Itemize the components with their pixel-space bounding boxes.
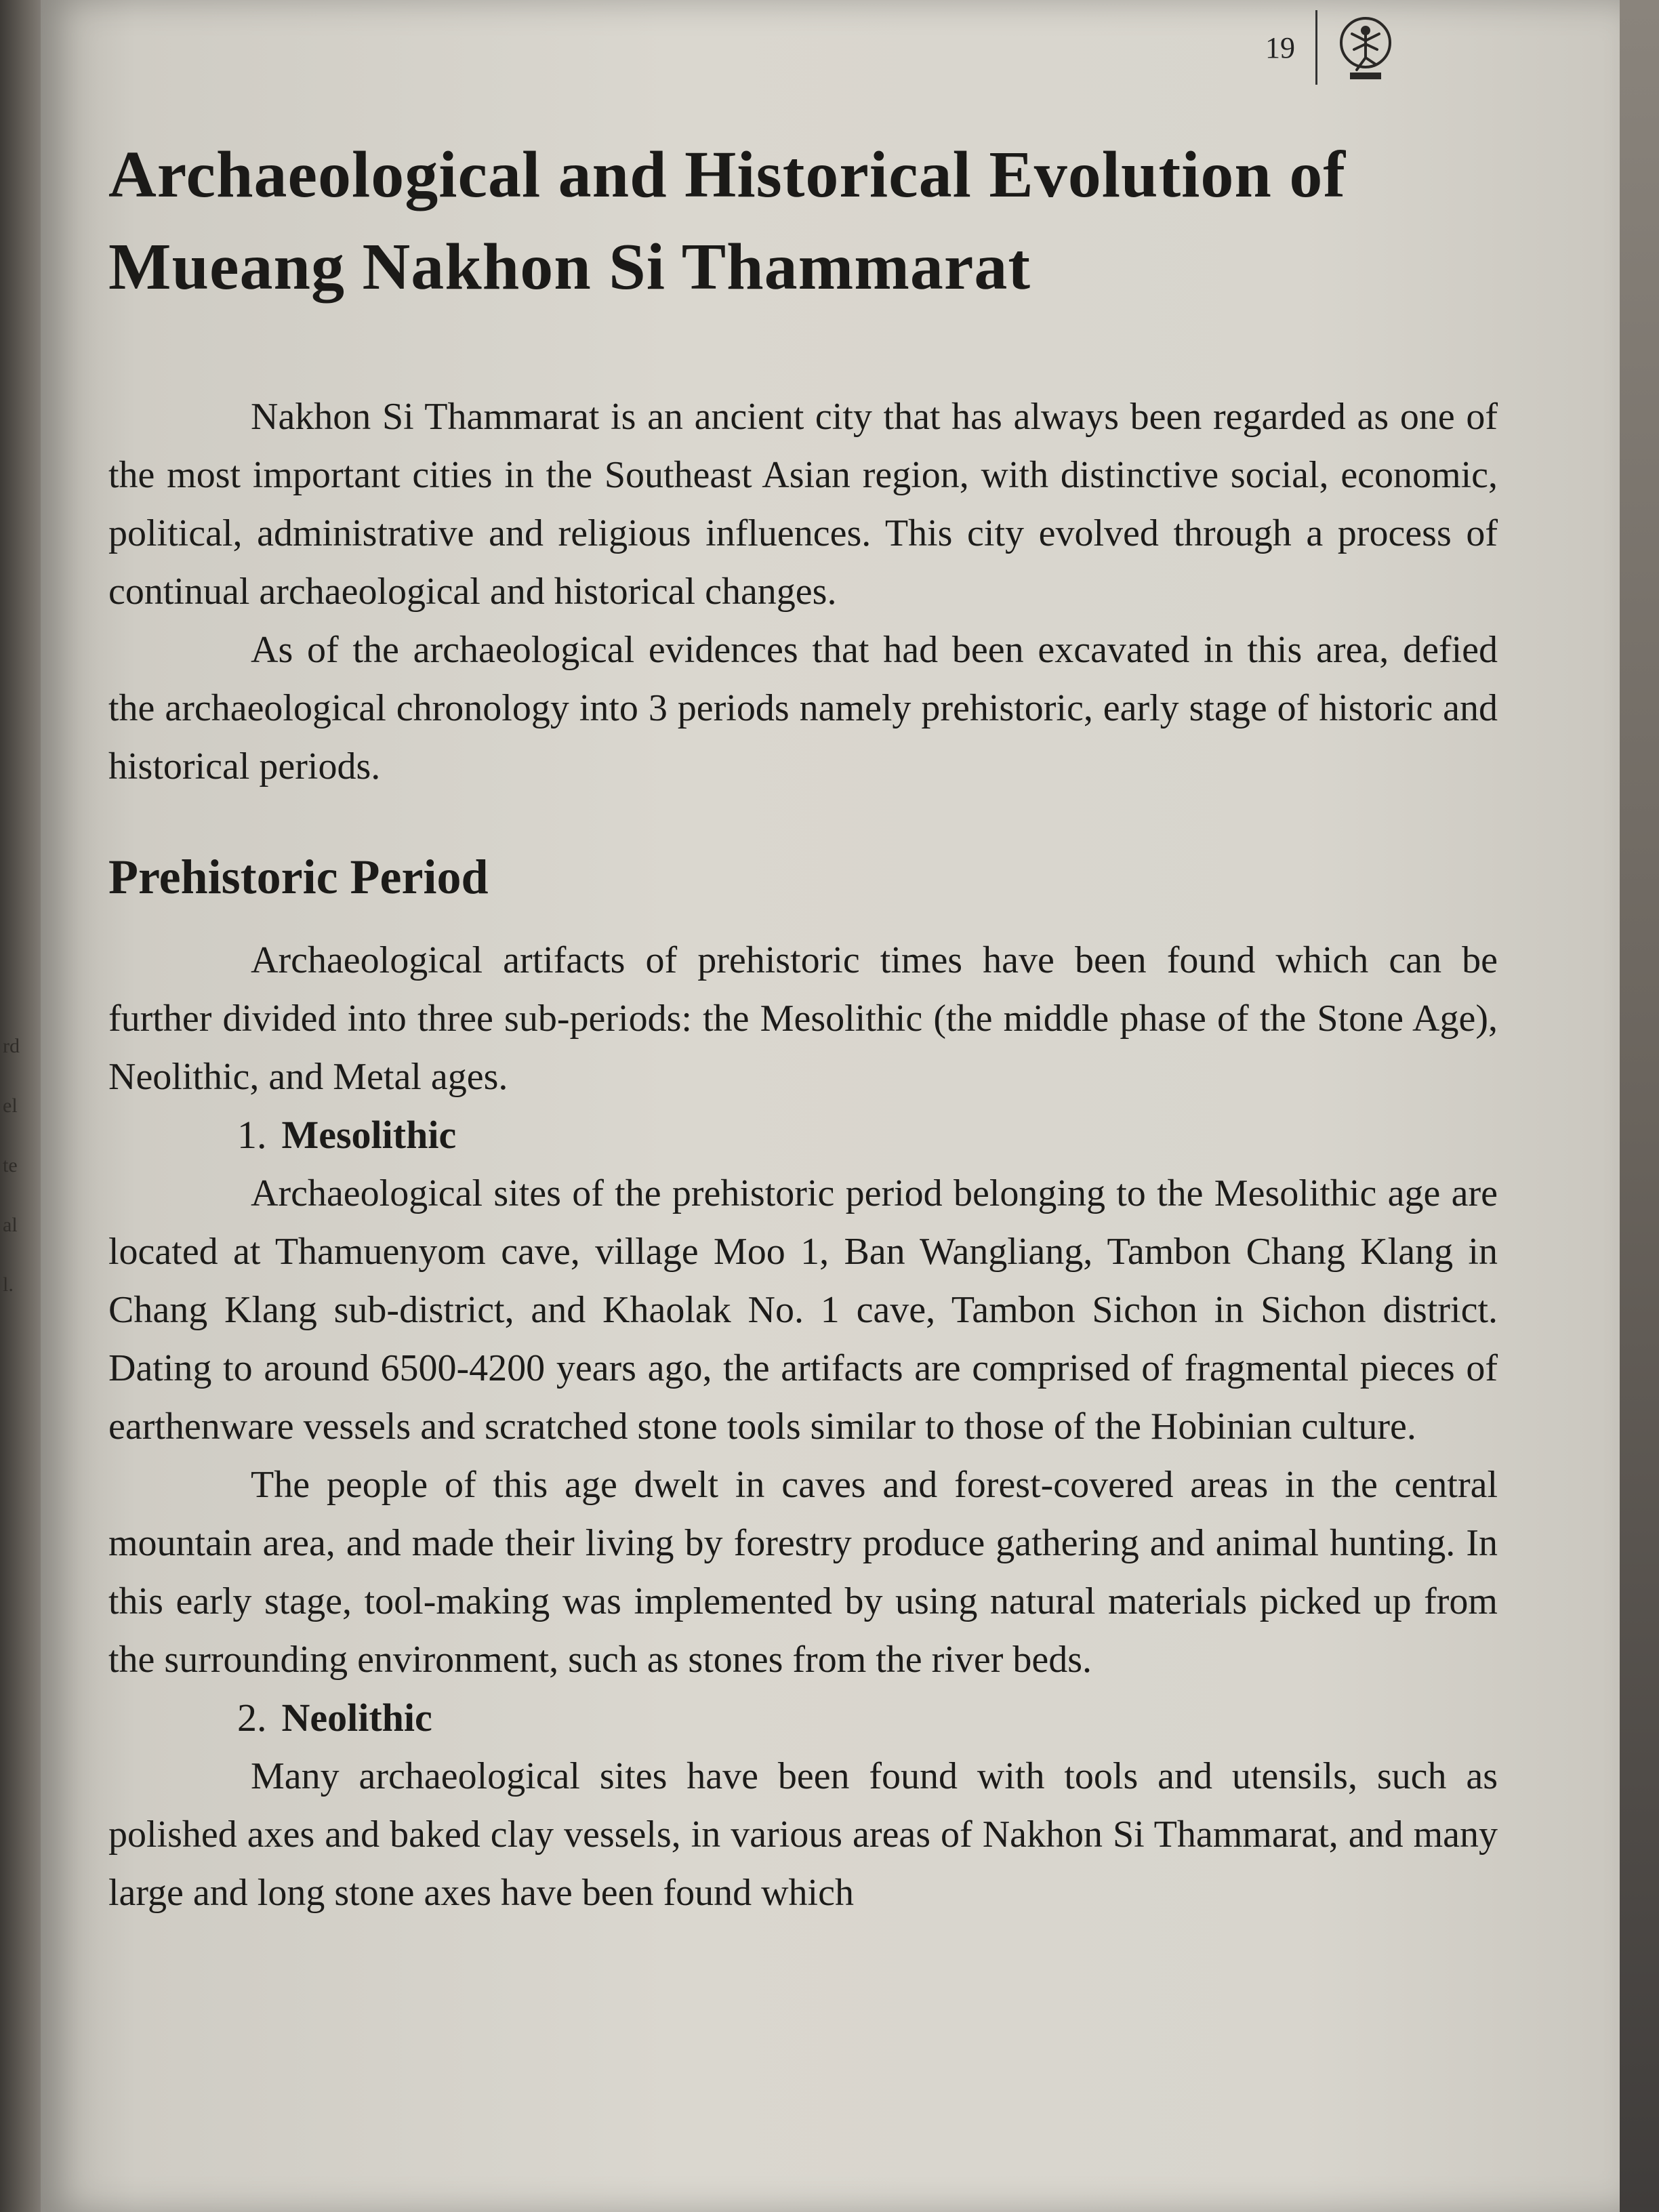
subsection-title: Neolithic	[281, 1696, 432, 1740]
subsection-heading	[237, 1106, 1498, 1164]
header-divider	[1315, 10, 1317, 85]
section-heading: Prehistoric Period	[108, 850, 489, 904]
page-content	[108, 129, 1498, 1922]
margin-fragment: al	[3, 1214, 18, 1236]
margin-fragment: l.	[3, 1273, 14, 1296]
margin-fragment: te	[3, 1154, 18, 1176]
margin-fragment: rd	[3, 1035, 20, 1057]
body-paragraph: The people of this age dwelt in caves and forest-covered areas in the central mountain area, and made their living by forestry produce gathering and animal hunting. In this early stage, tool-making was implemented by using natural materials picked up from the surrounding environment, such as stones from the river beds.	[108, 1464, 1498, 1681]
body-paragraph: Archaeological sites of the prehistoric period belonging to the Mesolithic age are located at Thamuenyom cave, village Moo 1, Ban Wangliang, Tambon Chang Klang in Chang Klang sub-district, and Khaolak No. 1 cave, Tambon Sichon in Sichon district. Dating to around 6500-4200 years ago, the artifacts are comprised of fragmental pieces of earthenware vessels and scratched stone tools similar to those of the Hobinian culture.	[108, 1172, 1498, 1448]
intro-paragraph: Nakhon Si Thammarat is an ancient city that has always been regarded as one of the most important cities in the Southeast Asian region, with distinctive social, economic, political, administrative and religious influences. This city evolved through a process of continual archaeological and historical changes.	[108, 396, 1498, 613]
subsection-number: 1.	[237, 1113, 267, 1157]
page-number: 19	[1265, 30, 1295, 64]
subsection-title: Mesolithic	[281, 1113, 457, 1157]
intro-paragraph: As of the archaeological evidences that had been excavated in this area, defied the archaeological chronology into 3 periods namely prehistoric, early stage of historic and historical periods.	[108, 629, 1498, 787]
section-intro-paragraph: Archaeological artifacts of prehistoric times have been found which can be further divided into three sub-periods: the Mesolithic (the middle phase of the Stone Age), Neolithic, and Metal ages.	[108, 939, 1498, 1098]
page-header	[1265, 7, 1396, 88]
margin-fragment: el	[3, 1094, 18, 1117]
page-title: Archaeological and Historical Evolution of Mueang Nakhon Si Thammarat	[108, 138, 1346, 304]
subsection-number: 2.	[237, 1696, 267, 1740]
dancing-shiva-icon	[1335, 10, 1396, 85]
adjacent-page-text-fragments	[3, 1017, 43, 1315]
body-paragraph: Many archaeological sites have been found with tools and utensils, such as polished axes and baked clay vessels, in various areas of Nakhon Si Thammarat, and many large and long stone axes have been found which	[108, 1755, 1498, 1914]
background-surface	[1618, 0, 1659, 2212]
book-page	[41, 0, 1620, 2212]
subsection-heading	[237, 1689, 1498, 1747]
